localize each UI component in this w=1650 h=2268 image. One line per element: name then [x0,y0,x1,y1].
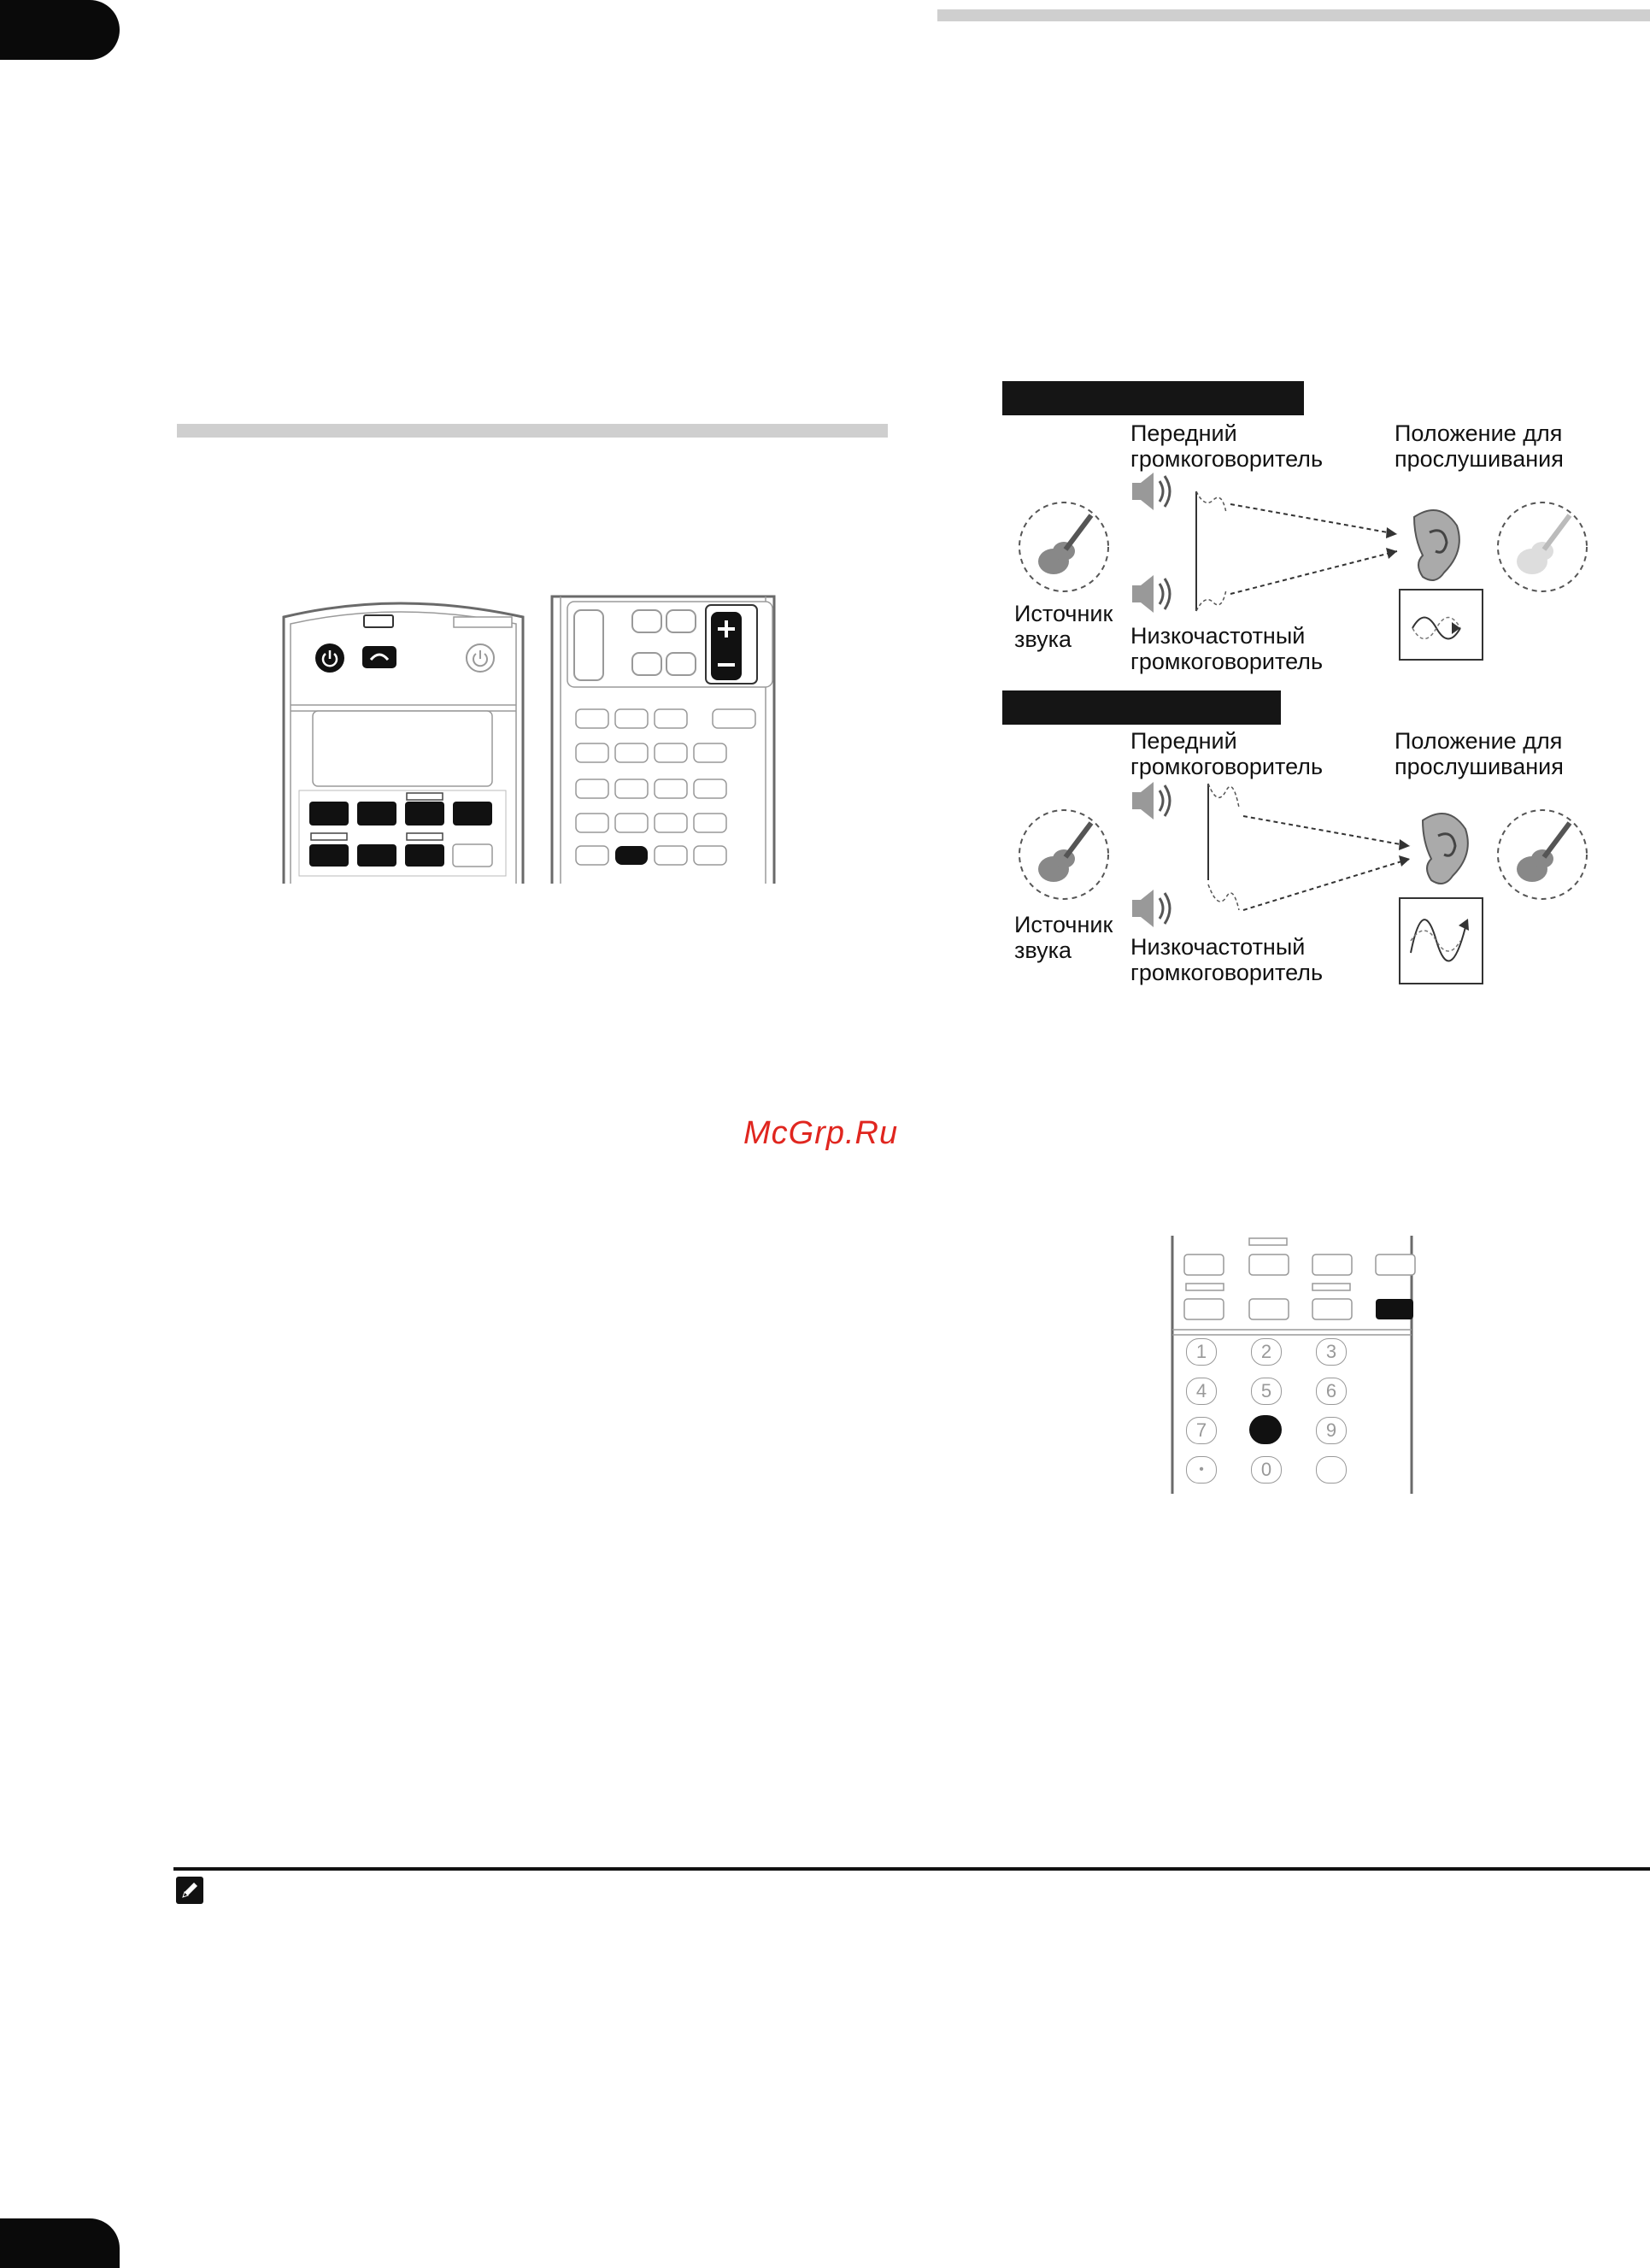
key-3[interactable] [1316,1338,1347,1366]
plus-icon[interactable] [713,615,740,643]
diagram-graphic-2 [1013,773,1594,987]
key-label: 0 [1260,1459,1272,1480]
key-1[interactable] [1186,1338,1217,1366]
key-5[interactable] [1251,1378,1282,1405]
key-label: 3 [1325,1341,1337,1362]
page-tab-top [0,0,120,60]
section-heading-bar-left [177,424,888,438]
listening-position-label-2: Положение для прослушивания [1395,728,1564,779]
key-label: 1 [1195,1341,1207,1362]
key-label: 4 [1195,1380,1207,1401]
sound-source-label-2: Источник звука [1014,912,1113,963]
key-2[interactable] [1251,1338,1282,1366]
key-4[interactable] [1186,1378,1217,1405]
keypad-grid [1186,1338,1400,1490]
remote-illustration-top [279,590,791,884]
key-label: 2 [1260,1341,1272,1362]
receiver-source-button[interactable] [362,646,396,668]
sound-source-label-1: Источник звука [1014,601,1113,652]
note-pencil-icon [176,1877,203,1904]
key-label: 5 [1260,1380,1272,1401]
diagram-header-bar-1 [1002,381,1304,415]
key-6[interactable] [1316,1378,1347,1405]
key-7[interactable] [1186,1417,1217,1444]
key-label: • [1199,1462,1204,1477]
section-heading-bar-right [937,9,1650,21]
key-label: 7 [1195,1419,1207,1441]
watermark: McGrp.Ru [743,1115,899,1151]
front-speaker-label-1: Передний громкоговоритель [1130,420,1324,472]
speaker-icon [1132,473,1170,510]
remote-illustration-keypad [1169,1236,1417,1494]
power-icon-secondary[interactable] [465,643,496,673]
page-tab-bottom [0,2218,120,2268]
key-label: 9 [1325,1419,1337,1441]
key-0[interactable] [1251,1456,1282,1484]
front-speaker-label-2: Передний громкоговоритель [1130,728,1324,779]
key-9[interactable] [1316,1417,1347,1444]
ear-icon [1414,510,1459,580]
power-icon[interactable] [314,643,345,673]
key-enter[interactable] [1316,1456,1347,1484]
subwoofer-label-2: Низкочастотный громкоговоритель [1130,934,1324,985]
listening-position-label-1: Положение для прослушивания [1395,420,1564,472]
diagram-graphic-1 [1013,466,1594,662]
key-label: 6 [1325,1380,1337,1401]
diagram-header-bar-2 [1002,690,1281,725]
key-dot[interactable] [1186,1456,1217,1484]
key-8-highlighted[interactable] [1249,1415,1282,1444]
subwoofer-label-1: Низкочастотный громкоговоритель [1130,623,1324,674]
footnote-rule [173,1867,1650,1871]
minus-icon[interactable] [713,651,740,679]
